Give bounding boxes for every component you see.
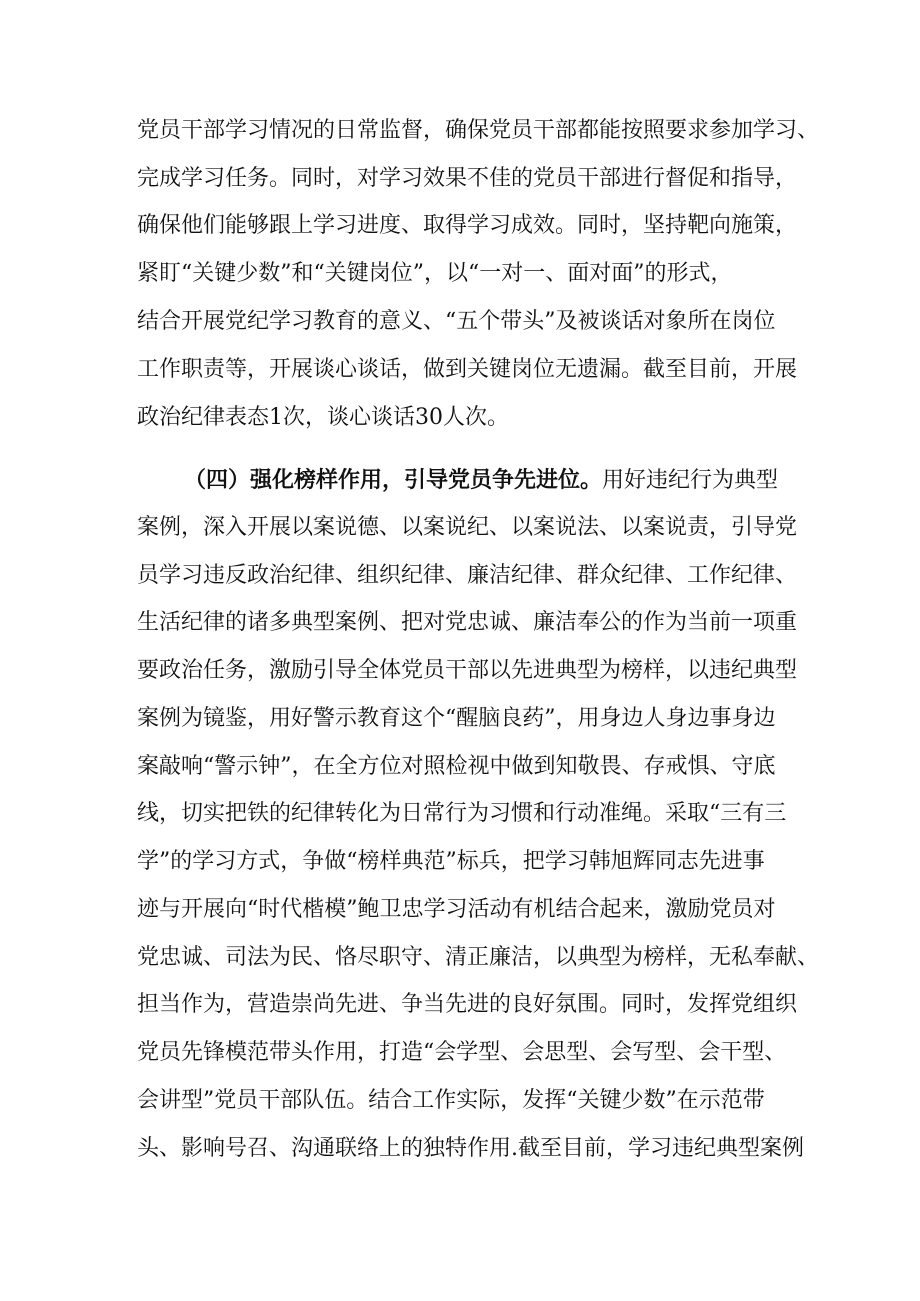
body-text-line: 头、影响号召、沟通联络上的独特作用.截至目前，学习违纪典型案例 xyxy=(137,1136,804,1161)
body-text-line: 党忠诚、司法为民、恪尽职守、清正廉洁，以典型为榜样，无私奉献、 xyxy=(137,945,820,970)
body-text-line: 党员先锋模范带头作用，打造“会学型、会思型、会写型、会干型、 xyxy=(137,1040,787,1065)
section-heading: （四）强化榜样作用，引导党员争先进位。 xyxy=(184,467,603,493)
section-heading-line xyxy=(184,465,778,496)
body-text: 用好违纪行为典型 xyxy=(602,468,779,493)
body-text-line: 员学习违反政治纪律、组织纪律、廉洁纪律、群众纪律、工作纪律、 xyxy=(137,563,798,588)
body-text-line: 党员干部学习情况的日常监督，确保党员干部都能按照要求参加学习、 xyxy=(137,118,820,143)
body-text-line: 结合开展党纪学习教育的意义、“五个带头”及被谈话对象所在岗位 xyxy=(137,309,776,334)
body-text-line: 案敲响“警示钟”，在全方位对照检视中做到知敬畏、存戒惧、守底 xyxy=(137,754,776,779)
body-text-line: 确保他们能够跟上学习进度、取得学习成效。同时，坚持靶向施策， xyxy=(137,213,798,238)
body-text-line: 学”的学习方式，争做“榜样典范”标兵，把学习韩旭辉同志先进事 xyxy=(137,849,765,874)
body-text-line: 迹与开展向“时代楷模”鲍卫忠学习活动有机结合起来，激励党员对 xyxy=(137,897,776,922)
body-text-line: 政治纪律表态1次，谈心谈话30人次。 xyxy=(137,405,509,430)
body-text-line: 生活纪律的诸多典型案例、把对党忠诚、廉洁奉公的作为当前一项重 xyxy=(137,610,798,635)
body-text-line: 工作职责等，开展谈心谈话，做到关键岗位无遗漏。截至目前，开展 xyxy=(137,357,798,382)
body-text-line: 会讲型”党员干部队伍。结合工作实际，发挥“关键少数”在示范带 xyxy=(137,1088,765,1113)
body-text-line: 线，切实把铁的纪律转化为日常行为习惯和行动准绳。采取“三有三 xyxy=(137,801,787,826)
body-text-line: 案例为镜鉴，用好警示教育这个“醒脑良药”，用身边人身边事身边 xyxy=(137,706,776,731)
body-text-line: 案例，深入开展以案说德、以案说纪、以案说法、以案说责，引导党 xyxy=(137,515,798,540)
body-text-line: 担当作为，营造崇尚先进、争当先进的良好氛围。同时，发挥党组织 xyxy=(137,992,798,1017)
body-text-line: 要政治任务，激励引导全体党员干部以先进典型为榜样，以违纪典型 xyxy=(137,658,798,683)
body-text-line: 紧盯“关键少数”和“关键岗位”，以“一对一、面对面”的形式， xyxy=(137,261,733,286)
body-text-line: 完成学习任务。同时，对学习效果不佳的党员干部进行督促和指导， xyxy=(137,166,798,191)
